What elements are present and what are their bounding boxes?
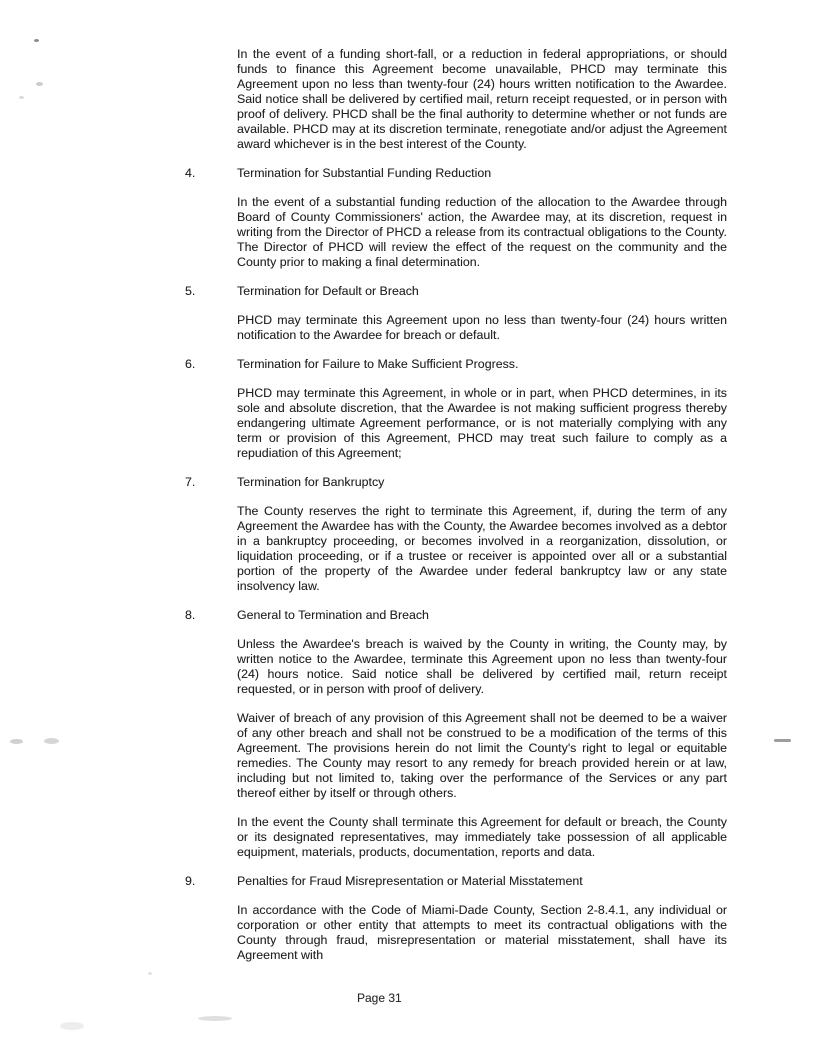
page-number: Page 31 xyxy=(357,991,402,1005)
section-number: 5. xyxy=(185,284,196,298)
section-paragraph: The County reserves the right to terminate this Agreement, if, during the term of any Agreement the Awardee has with the County, the Awardee becomes involved as a debtor in a bankruptcy proceeding, or becomes involved in a reorganization, dissolution, or liquidation proceeding, or if a trustee or receiver is appointed over all or a substantial portion of the property of the Awardee under federal bankruptcy law or any state insolvency law. xyxy=(237,504,727,593)
scan-speck xyxy=(148,972,152,975)
scan-smudge xyxy=(44,738,59,744)
section-heading-row xyxy=(185,166,727,181)
scan-speck xyxy=(36,82,43,86)
scan-speck xyxy=(34,39,39,42)
scan-smudge xyxy=(60,1022,84,1030)
section-heading: Termination for Substantial Funding Reduction xyxy=(237,166,492,180)
section-heading: General to Termination and Breach xyxy=(237,608,429,622)
section-paragraph: PHCD may terminate this Agreement upon no less than twenty-four (24) hours written notification to the Awardee for breach or default. xyxy=(237,313,727,342)
section-number: 4. xyxy=(185,166,196,180)
section-termination-default-breach xyxy=(185,284,727,343)
section-paragraph: In the event of a substantial funding reduction of the allocation to the Awardee through Board of County Commissioners' action, the Awardee may, at its discretion, request in writing from the Director of PHCD a release from its contractual obligations to the County. The Director of PHCD will review the effect of the request on the community and the County prior to making a final determination. xyxy=(237,195,727,269)
section-general-termination-breach xyxy=(185,608,727,860)
section-number: 6. xyxy=(185,357,196,371)
section-heading: Termination for Failure to Make Sufficient Progress. xyxy=(237,357,519,371)
scan-smudge xyxy=(10,739,23,744)
document-body xyxy=(185,47,727,963)
section-penalties-fraud xyxy=(185,874,727,963)
section-paragraph: In accordance with the Code of Miami-Dade County, Section 2-8.4.1, any individual or corporation or other entity that attempts to meet its contractual obligations with the County through fraud, misrepresentation or material misstatement, shall have its Agreement with xyxy=(237,903,727,962)
section-paragraph: In the event the County shall terminate this Agreement for default or breach, the County or its designated representatives, may immediately take possession of all applicable equipment, materials, products, documentation, reports and data. xyxy=(237,815,727,859)
section-termination-bankruptcy xyxy=(185,475,727,594)
section-termination-insufficient-progress xyxy=(185,357,727,461)
intro-paragraph: In the event of a funding short-fall, or a reduction in federal appropriations, or should funds to finance this Agreement become unavailable, PHCD may terminate this Agreement upon no less than twenty-four (24) hours written notification to the Awardee. Said notice shall be delivered by certified mail, return receipt requested, or in person with proof of delivery. PHCD shall be the final authority to determine whether or not funds are available. PHCD may at its discretion terminate, renegotiate and/or adjust the Agreement award whichever is in the best interest of the County. xyxy=(237,47,727,151)
section-heading-row xyxy=(185,475,727,490)
section-paragraph: Unless the Awardee's breach is waived by the County in writing, the County may, by written notice to the Awardee, terminate this Agreement upon no less than twenty-four (24) hours notice. Said notice shall be delivered by certified mail, return receipt requested, or in person with proof of delivery. xyxy=(237,637,727,696)
section-heading: Termination for Default or Breach xyxy=(237,284,419,298)
scan-smudge xyxy=(198,1016,232,1021)
section-heading-row xyxy=(185,284,727,299)
section-heading-row xyxy=(185,874,727,889)
section-termination-funding-reduction xyxy=(185,166,727,270)
section-paragraph: PHCD may terminate this Agreement, in whole or in part, when PHCD determines, in its sole and absolute discretion, that the Awardee is not making sufficient progress thereby endangering ultimate Agreement performance, or is not materially complying with any term or provision of this Agreement, PHCD may treat such failure to comply as a repudiation of this Agreement; xyxy=(237,386,727,460)
section-heading-row xyxy=(185,608,727,623)
section-number: 8. xyxy=(185,608,196,622)
section-heading-row xyxy=(185,357,727,372)
scan-speck xyxy=(19,96,24,99)
scan-dash-mark xyxy=(774,739,791,742)
section-number: 9. xyxy=(185,874,196,888)
section-number: 7. xyxy=(185,475,196,489)
section-heading: Penalties for Fraud Misrepresentation or Material Misstatement xyxy=(237,874,583,888)
section-heading: Termination for Bankruptcy xyxy=(237,475,385,489)
section-paragraph: Waiver of breach of any provision of this Agreement shall not be deemed to be a waiver of any other breach and shall not be construed to be a modification of the terms of this Agreement. The provisions herein do not limit the County's right to legal or equitable remedies. The County may resort to any remedy for breach provided herein or at law, including but not limited to, taking over the performance of the Services or any part thereof either by itself or through others. xyxy=(237,711,727,800)
